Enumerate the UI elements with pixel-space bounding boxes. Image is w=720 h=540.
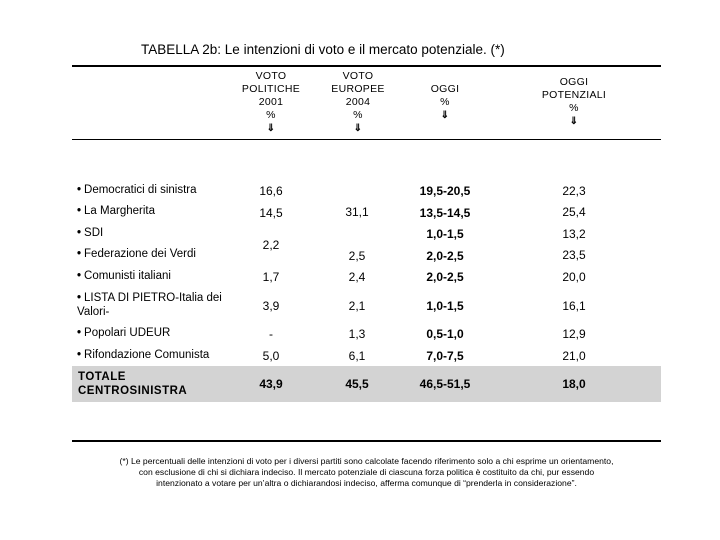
- row-label-comunisti: • Comunisti italiani: [77, 270, 171, 282]
- bullet-icon: •: [77, 292, 82, 304]
- column-header-line: POTENZIALI: [541, 89, 607, 101]
- row-label-udeur: • Popolari UDEUR: [77, 327, 171, 339]
- cell-eur2004: 6,1: [348, 349, 366, 363]
- bullet-icon: •: [77, 227, 82, 239]
- cell-potenziali: 16,1: [562, 299, 586, 313]
- cell-potenziali: 23,5: [562, 248, 586, 262]
- down-arrow-icon: ⇓: [266, 123, 276, 134]
- table-bottom-rule: [72, 440, 661, 442]
- row-label-rifondazione: • Rifondazione Comunista: [77, 349, 210, 361]
- header-top-rule: [72, 65, 661, 67]
- cell-oggi: 2,0-2,5: [426, 270, 464, 284]
- footnote-line: (*) Le percentuali delle intenzioni di voto per i diversi partiti sono calcolate facendo riferimento solo a chi esprime un orientamento,: [119, 456, 614, 466]
- total-eur2004: 45,5: [345, 377, 369, 391]
- total-oggi: 46,5-51,5: [419, 377, 471, 391]
- cell-potenziali: 12,9: [562, 327, 586, 341]
- row-label-verdi: • Federazione dei Verdi: [77, 248, 196, 260]
- cell-potenziali: 21,0: [562, 349, 586, 363]
- cell-pol2001: 14,5: [259, 206, 283, 220]
- cell-oggi: 1,0-1,5: [426, 299, 464, 313]
- cell-pol2001: 16,6: [259, 184, 283, 198]
- column-header-line: %: [569, 102, 579, 114]
- cell-pol2001-merged: 2,2: [262, 238, 280, 252]
- row-label-margherita: • La Margherita: [77, 205, 155, 217]
- cell-pol2001: -: [269, 327, 273, 341]
- cell-oggi: 19,5-20,5: [419, 184, 471, 198]
- column-header-line: POLITICHE: [241, 83, 301, 95]
- column-header-oggi: [405, 83, 485, 122]
- cell-eur2004: 31,1: [345, 205, 369, 219]
- down-arrow-icon: ⇓: [353, 123, 363, 134]
- column-header-line: 2004: [345, 96, 371, 108]
- cell-potenziali: 22,3: [562, 184, 586, 198]
- column-header-line: VOTO: [255, 70, 287, 82]
- column-header-line: 2001: [258, 96, 284, 108]
- column-header-line: %: [440, 96, 450, 108]
- cell-oggi: 1,0-1,5: [426, 227, 464, 241]
- total-pol2001: 43,9: [259, 377, 283, 391]
- bullet-icon: •: [77, 205, 82, 217]
- footnote: [74, 456, 659, 489]
- column-header-line: EUROPEE: [331, 83, 385, 95]
- table-title: TABELLA 2b: Le intenzioni di voto e il mercato potenziale. (*): [141, 42, 505, 57]
- bullet-icon: •: [77, 248, 82, 260]
- cell-potenziali: 25,4: [562, 205, 586, 219]
- column-header-line: %: [353, 109, 363, 121]
- bullet-icon: •: [77, 270, 82, 282]
- column-header-politiche-2001: [231, 70, 311, 135]
- row-label-di-pietro: • LISTA DI PIETRO-Italia dei Valori-: [77, 292, 222, 318]
- down-arrow-icon: ⇓: [569, 116, 579, 127]
- row-label-sdi: • SDI: [77, 227, 104, 239]
- bullet-icon: •: [77, 327, 82, 339]
- bullet-icon: •: [77, 184, 82, 196]
- cell-oggi: 0,5-1,0: [426, 327, 464, 341]
- row-label-democratici: • Democratici di sinistra: [77, 184, 197, 196]
- column-header-line: %: [266, 109, 276, 121]
- column-header-line: OGGI: [559, 76, 589, 88]
- footnote-line: con esclusione di chi si dichiara indeciso. Il mercato potenziale di ciascuna forza politica è costituito da chi, pur essendo: [138, 467, 595, 477]
- cell-eur2004: 2,4: [348, 270, 366, 284]
- column-header-oggi-potenziali: [524, 76, 624, 128]
- cell-oggi: 7,0-7,5: [426, 349, 464, 363]
- cell-eur2004: 1,3: [348, 327, 366, 341]
- header-bottom-rule: [72, 139, 661, 140]
- total-potenziali: 18,0: [562, 377, 586, 391]
- cell-potenziali: 13,2: [562, 227, 586, 241]
- footnote-line: intenzionato a votare per un’altra o dichiarandosi indeciso, afferma comunque di “prenderla in considerazione”.: [156, 478, 577, 488]
- cell-oggi: 13,5-14,5: [419, 206, 471, 220]
- bullet-icon: •: [77, 349, 82, 361]
- total-row-label: TOTALE CENTROSINISTRA: [78, 371, 188, 397]
- cell-eur2004: 2,5: [348, 249, 366, 263]
- cell-oggi: 2,0-2,5: [426, 249, 464, 263]
- cell-pol2001: 3,9: [262, 299, 280, 313]
- cell-pol2001: 5,0: [262, 349, 280, 363]
- column-header-line: VOTO: [342, 70, 374, 82]
- cell-potenziali: 20,0: [562, 270, 586, 284]
- cell-eur2004: 2,1: [348, 299, 366, 313]
- cell-pol2001: 1,7: [262, 270, 280, 284]
- column-header-europee-2004: [318, 70, 398, 135]
- down-arrow-icon: ⇓: [440, 110, 450, 121]
- column-header-line: OGGI: [430, 83, 460, 95]
